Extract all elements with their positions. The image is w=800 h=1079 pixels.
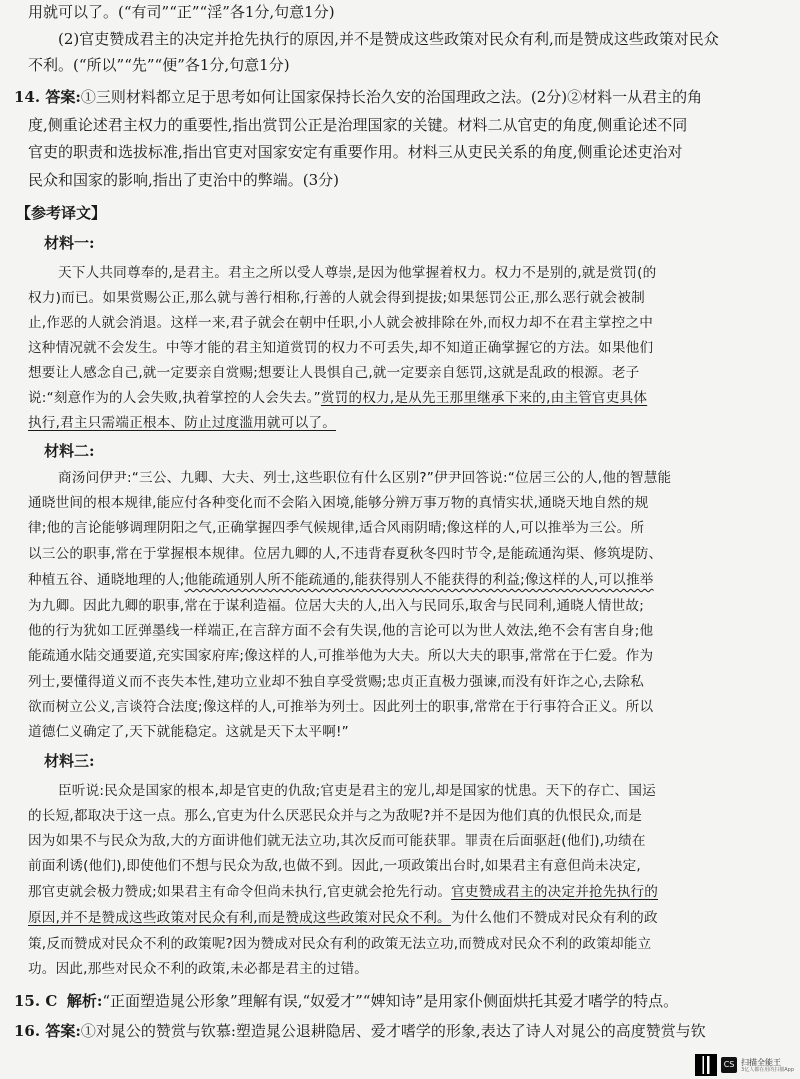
text-line: 的长短,都取决于这一点。那么,官吏为什么厌恶民众并与之为敌呢?并不是因为他们真的仇恨民众,而是 [28,808,643,824]
answer-15 [14,991,772,1011]
text-line: 策,反而赞成对民众不利的政策呢?因为赞成对民众有利的政策无法立功,而赞成对民众不利的政策却能立 [28,936,652,952]
text-line: 止,作恶的人就会消退。这样一来,君子就会在朝中任职,小人就会被排除在外,而权力却不在君主掌控之中 [28,315,654,331]
material-heading: 材料一: [44,234,95,252]
text-line: 他的行为犹如工匠弹墨线一样端正,在言辞方面不会有失误,他的言论可以为世人效法,绝不会有害自身;他 [28,623,654,639]
wavy-underlined-text: 他能疏通别人所不能疏通的,能获得别人不能获得的利益;像这样的人,可以推举 [184,572,654,588]
text-line: 为九卿。因此九卿的职事,常在于谋利造福。位居大夫的人,出入与民同乐,取舍与民同利,通晓人情世故; [28,598,644,614]
text-line: 前面利诱(他们),即使他们不想与民众为敌,也做不到。因此,一项政策出台时,如果君主有意但尚未决定, [28,858,641,874]
underlined-text: 官吏赞成君主的决定并抢先执行的 [451,884,659,900]
text-line: “正面塑造晁公形象”理解有误,“奴爱才”“婢知诗”是用家仆侧面烘托其爱才嗜学的特点。 [102,992,679,1010]
text-line [28,570,772,590]
text-segment: 说:“刻意作为的人会失败,执着掌控的人会失去。” [28,390,321,406]
analysis-label: 解析: [66,992,103,1010]
qr-code-icon [695,1054,717,1076]
answer-label: 答案: [45,88,81,106]
text-line: 用就可以了。(“有司”“正”“淫”各1分,句意1分) [28,3,335,21]
scanner-watermark [695,1054,794,1076]
question-number: 16. [14,1022,46,1040]
text-line: 商汤问伊尹:“三公、九卿、大夫、列士,这些职位有什么区别?”伊尹回答说:“位居三公的人,他的智慧能 [58,470,672,486]
answer-label: 答案: [45,1022,81,1040]
question-number: 15. C [14,992,58,1010]
underlined-text: 原因,并不是赞成这些政策对民众有利,而是赞成这些政策对民众不利。 [28,910,451,926]
text-segment: 为什么他们不赞成对民众有利的政 [450,910,658,926]
text-line: 欲而树立公义,言谈符合法度;像这样的人,可推举为列士。因此列士的职事,常常在于行事符合正义。所以 [28,699,654,715]
scanner-brand [741,1058,794,1073]
text-segment: 那官吏就会极力赞成;如果君主有命令但尚未执行,官吏就会抢先行动。 [28,884,452,900]
text-line: 不利。(“所以”“先”“便”各1分,句意1分) [28,56,290,74]
text-line: 以三公的职事,常在于掌握根本规律。位居九卿的人,不违背春夏秋冬四时节令,是能疏通沟渠、修筑堤防、 [28,546,663,562]
text-line: 列士,要懂得道义而不丧失本性,建功立业却不独自享受赏赐;忠贞正直极力强谏,而没有奸诈之心,去除私 [28,674,644,690]
text-line [28,908,772,928]
answer-16 [14,1021,772,1041]
text-segment: 种植五谷、通晓地理的人; [28,572,185,588]
scanner-tagline: 3亿人都在用的扫描App [741,1066,794,1073]
text-line: 能疏通水陆交通要道,充实国家府库;像这样的人,可推举他为大夫。所以大夫的职事,常常在于仁爱。作为 [28,648,654,664]
text-line: (2)官吏赞成君主的决定并抢先执行的原因,并不是赞成这些政策对民众有利,而是赞成这些政策对民众 [58,30,719,48]
text-line [28,882,772,902]
text-line: 通晓世间的根本规律,能应付各种变化而不会陷入困境,能够分辨万事万物的真情实状,通晓天地自然的规 [28,495,649,511]
text-line: 度,侧重论述君主权力的重要性,指出赏罚公正是治理国家的关键。材料二从官吏的角度,侧重论述不同 [28,116,688,134]
text-line: 功。因此,那些对民众不利的政策,未必都是君主的过错。 [28,961,369,977]
underlined-text: 执行,君主只需端正根本、防止过度滥用就可以了。 [28,415,336,431]
text-line: 因为如果不与民众为敌,大的方面讲他们就无法立功,其次反而可能获罪。罪责在后面驱赶(他们),功绩在 [28,833,646,849]
underlined-text: 赏罚的权力,是从先王那里继承下来的,由主管官吏具体 [320,390,648,406]
text-line: ①对晁公的赞赏与钦慕:塑造晁公退耕隐居、爱才嗜学的形象,表达了诗人对晁公的高度赞赏与钦 [80,1022,706,1040]
text-line: 天下人共同尊奉的,是君主。君主之所以受人尊崇,是因为他掌握着权力。权力不是别的,就是赏罚(的 [58,265,657,281]
answer-14 [14,87,772,107]
text-line: 臣听说:民众是国家的根本,却是官吏的仇敌;官吏是君主的宠儿,却是国家的忧患。天下的存亡、国运 [58,783,656,799]
text-line: 律;他的言论能够调理阴阳之气,正确掌握四季气候规律,适合风雨阴晴;像这样的人,可以推举为三公。所 [28,520,645,536]
camscanner-logo-icon: CS [721,1057,737,1073]
scanner-name: 扫描全能王 [741,1057,782,1067]
material-heading: 材料二: [44,442,95,460]
text-line: 这种情况就不会发生。中等才能的君主知道赏罚的权力不可丢失,却不知道正确掌握它的方法。如果他们 [28,340,654,356]
text-line: 权力)而已。如果赏赐公正,那么就与善行相称,行善的人就会得到提拔;如果惩罚公正,那么恶行就会被制 [28,290,645,306]
text-line: 官吏的职责和选拔标准,指出官吏对国家安定有重要作用。材料三从吏民关系的角度,侧重论述吏治对 [28,143,683,161]
text-line: 道德仁义确定了,天下就能稳定。这就是天下太平啊!” [28,724,349,740]
question-number: 14. [14,88,46,106]
material-heading: 材料三: [44,752,95,770]
text-line: 想要让人感念自己,就一定要亲自赏赐;想要让人畏惧自己,就一定要亲自惩罚,这就是乱政的根源。老子 [28,365,640,381]
text-line [28,388,772,408]
text-line: 民众和国家的影响,指出了吏治中的弊端。(3分) [28,171,340,189]
section-heading: 【参考译文】 [16,204,107,222]
text-line: ①三则材料都立足于思考如何让国家保持长治久安的治国理政之法。(2分)②材料一从君主的角 [80,88,703,106]
